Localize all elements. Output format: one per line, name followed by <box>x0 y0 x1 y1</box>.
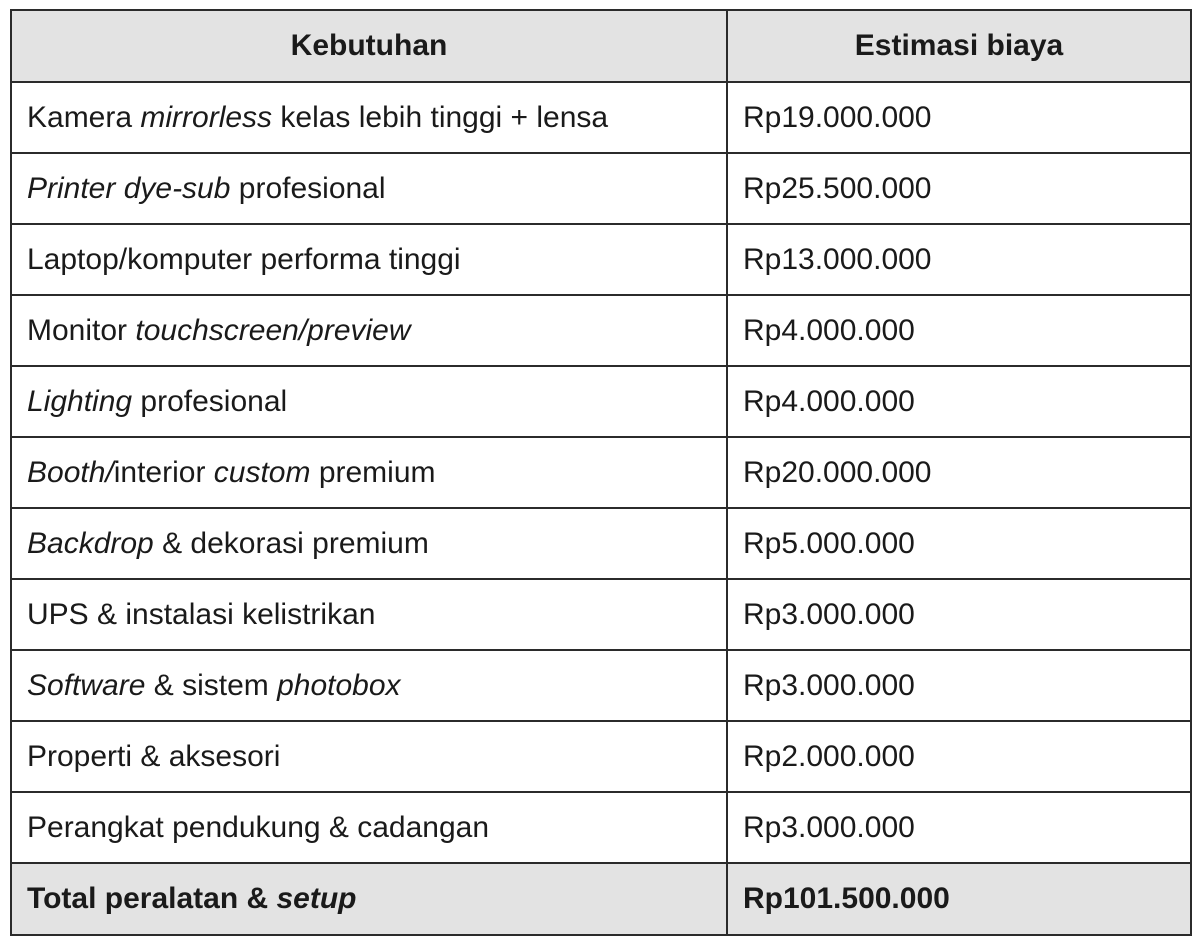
text: kelas lebih tinggi + lensa <box>272 100 609 134</box>
table-row <box>11 153 1191 224</box>
text: profesional <box>230 171 386 205</box>
cost-cell: Rp3.000.000 <box>727 792 1191 863</box>
italic-text: setup <box>276 882 357 915</box>
item-cell <box>11 82 727 153</box>
total-label <box>11 863 727 935</box>
italic-text: photobox <box>277 668 401 702</box>
item-cell <box>11 437 727 508</box>
italic-text: Printer dye-sub <box>27 171 231 205</box>
item-cell <box>11 650 727 721</box>
table-row <box>11 437 1191 508</box>
item-cell <box>11 224 727 295</box>
italic-text: Booth/ <box>27 455 114 489</box>
item-cell <box>11 792 727 863</box>
table-row <box>11 721 1191 792</box>
item-cell <box>11 295 727 366</box>
text: profesional <box>132 384 288 418</box>
table-row <box>11 224 1191 295</box>
header-item: Kebutuhan <box>11 10 727 82</box>
italic-text: Lighting <box>27 384 133 418</box>
text: Monitor <box>27 313 136 347</box>
cost-cell: Rp4.000.000 <box>727 295 1191 366</box>
cost-cell: Rp20.000.000 <box>727 437 1191 508</box>
header-row <box>11 10 1191 82</box>
table-footer <box>11 863 1191 935</box>
table-row <box>11 366 1191 437</box>
item-cell <box>11 153 727 224</box>
text: Perangkat pendukung & cadangan <box>27 810 490 844</box>
cost-cell: Rp13.000.000 <box>727 224 1191 295</box>
table-row <box>11 508 1191 579</box>
italic-text: custom <box>213 455 311 489</box>
cost-cell: Rp2.000.000 <box>727 721 1191 792</box>
text: & dekorasi premium <box>153 526 429 560</box>
table-row <box>11 82 1191 153</box>
cost-cell: Rp19.000.000 <box>727 82 1191 153</box>
item-cell <box>11 508 727 579</box>
text: Kamera <box>27 100 141 134</box>
item-cell <box>11 366 727 437</box>
text: Laptop/komputer performa tinggi <box>27 242 461 276</box>
italic-text: Software <box>27 668 146 702</box>
table-row <box>11 579 1191 650</box>
item-cell <box>11 579 727 650</box>
total-cost: Rp101.500.000 <box>727 863 1191 935</box>
cost-cell: Rp3.000.000 <box>727 579 1191 650</box>
text: & sistem <box>145 668 278 702</box>
table-row <box>11 295 1191 366</box>
table-header <box>11 10 1191 82</box>
cost-table <box>10 9 1192 936</box>
table-row <box>11 650 1191 721</box>
cost-cell: Rp25.500.000 <box>727 153 1191 224</box>
text: premium <box>310 455 436 489</box>
italic-text: touchscreen/preview <box>135 313 411 347</box>
table-row <box>11 792 1191 863</box>
cost-cell: Rp3.000.000 <box>727 650 1191 721</box>
text: interior <box>113 455 214 489</box>
italic-text: Backdrop <box>27 526 154 560</box>
italic-text: mirrorless <box>140 100 273 134</box>
text: Total peralatan & <box>27 882 277 915</box>
text: Properti & aksesori <box>27 739 281 773</box>
header-cost: Estimasi biaya <box>727 10 1191 82</box>
text: UPS & instalasi kelistrikan <box>27 597 376 631</box>
table-body <box>11 82 1191 863</box>
total-row <box>11 863 1191 935</box>
cost-cell: Rp5.000.000 <box>727 508 1191 579</box>
cost-cell: Rp4.000.000 <box>727 366 1191 437</box>
item-cell <box>11 721 727 792</box>
